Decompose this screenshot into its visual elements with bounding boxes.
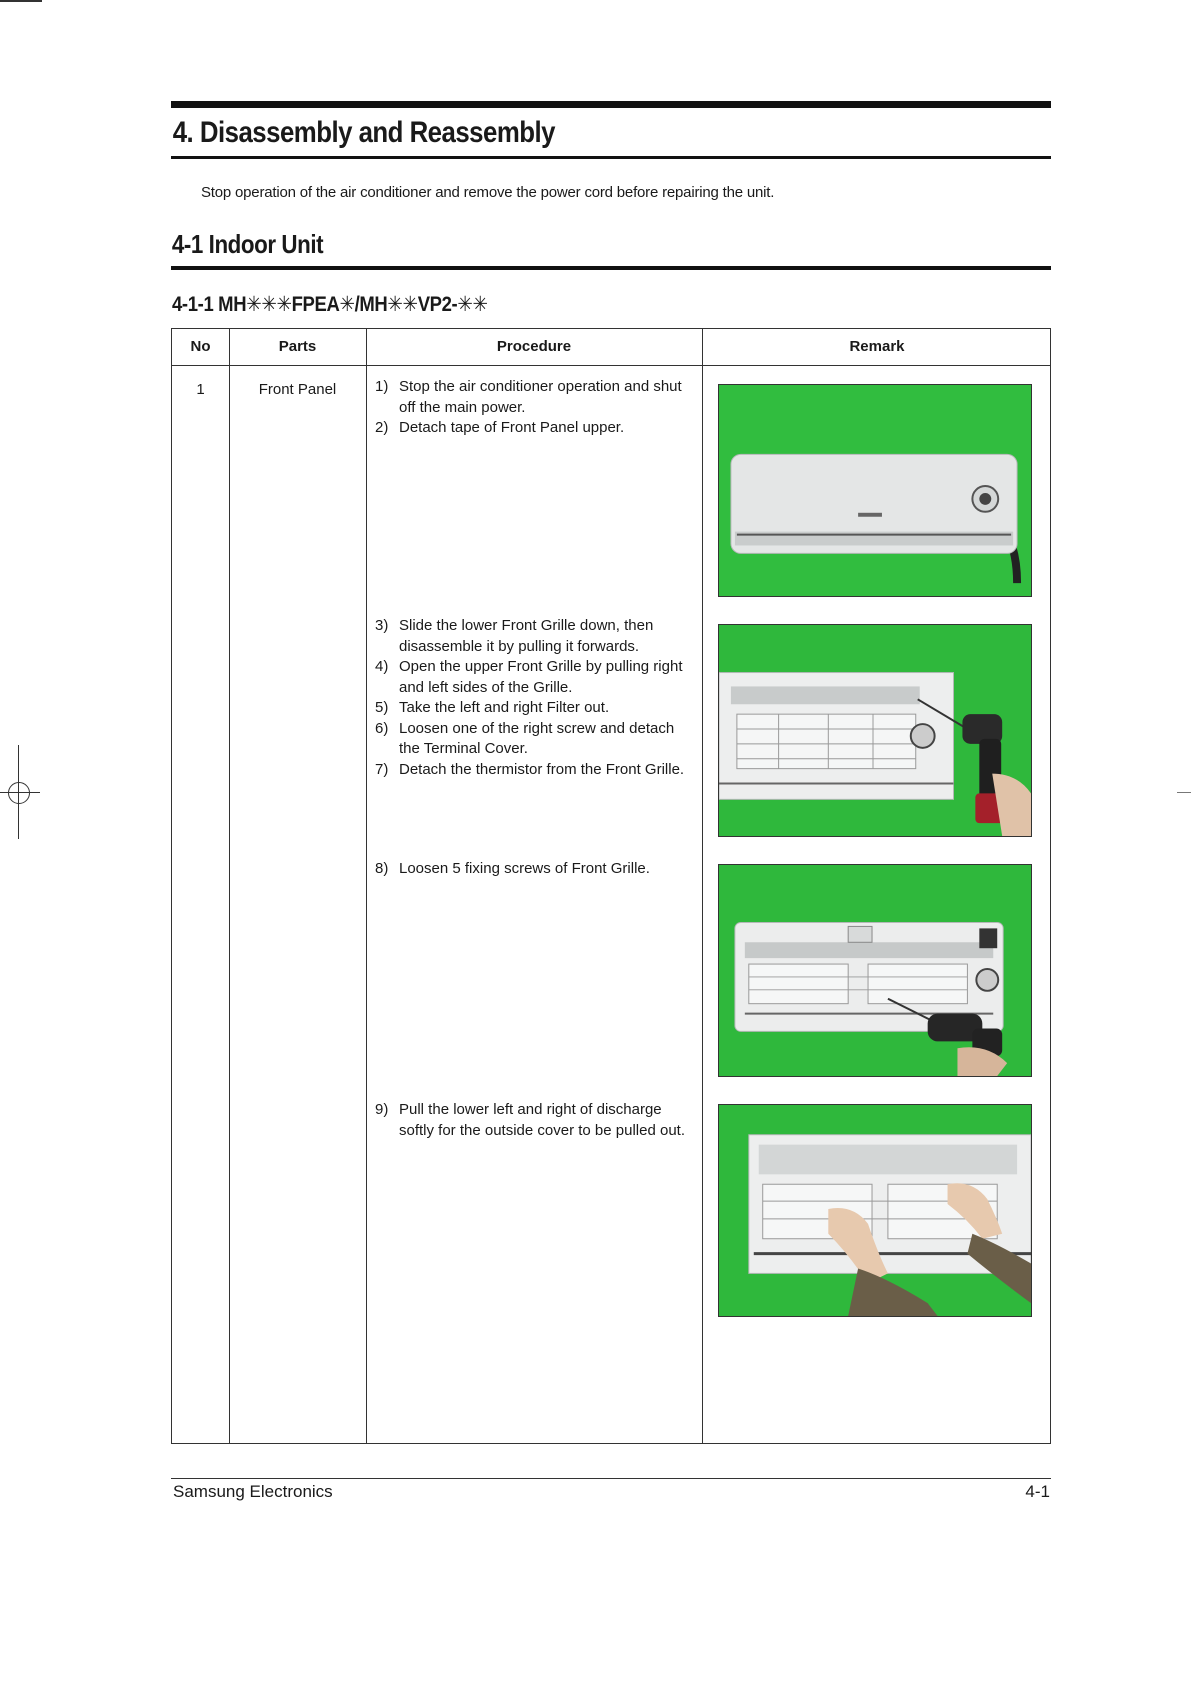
header-no: No: [190, 338, 211, 355]
step-item: 3) Slide the lower Front Grille down, then disassemble it by pulling it forwards.: [375, 617, 654, 655]
step-item: 9) Pull the lower left and right of discharge softly for the outside cover to be pulled out.: [375, 1101, 686, 1139]
title-bottom-rule: [171, 156, 1051, 159]
column-divider: [702, 329, 703, 1443]
registration-mark: [0, 745, 40, 839]
subsection-title: 4-1-1 MH✳✳✳FPEA✳/MH✳✳VP2-✳✳: [172, 293, 488, 316]
photo-indoor-unit-closed: [718, 384, 1032, 597]
section-title: 4-1 Indoor Unit: [171, 229, 324, 259]
page-number: 4-1: [1025, 1482, 1050, 1501]
step-item: 5) Take the left and right Filter out.: [375, 699, 610, 716]
step-item: 4) Open the upper Front Grille by pulling right and left sides of the Grille.: [375, 658, 683, 696]
intro-text: Stop operation of the air conditioner and remove the power cord before repairing the unit.: [201, 184, 775, 201]
step-item: 1) Stop the air conditioner operation and shut off the main power.: [375, 378, 682, 416]
column-divider: [366, 329, 367, 1443]
step-group-4: [375, 1100, 690, 1141]
step-item: 6) Loosen one of the right screw and detach the Terminal Cover.: [375, 719, 675, 757]
row-number: 1: [196, 381, 205, 398]
step-group-1: [375, 377, 690, 439]
part-name: Front Panel: [258, 381, 337, 398]
step-group-2: [375, 616, 690, 780]
page-header: [171, 101, 1051, 317]
photo-front-grille-open: [718, 624, 1032, 837]
footer-rule: [171, 1478, 1051, 1479]
step-item: 8) Loosen 5 fixing screws of Front Grille.: [375, 860, 650, 877]
step-group-3: [375, 859, 690, 880]
header-parts: Parts: [278, 338, 317, 355]
header-remark: Remark: [849, 338, 905, 355]
section-rule: [171, 266, 1051, 270]
footer-company: Samsung Electronics: [173, 1482, 333, 1501]
procedure-table: [171, 328, 1051, 1444]
step-item: 7) Detach the thermistor from the Front Grille.: [375, 760, 685, 778]
page-title: 4. Disassembly and Reassembly: [172, 116, 556, 149]
registration-tick: [1177, 792, 1191, 793]
column-divider: [229, 329, 230, 1443]
step-item: 2) Detach tape of Front Panel upper.: [375, 419, 625, 436]
crop-mark: [0, 0, 42, 2]
header-procedure: Procedure: [496, 338, 572, 355]
header-divider: [172, 365, 1050, 366]
photo-front-grille-screws: [718, 864, 1032, 1077]
title-top-rule: [171, 101, 1051, 108]
photo-outside-cover-pull: [718, 1104, 1032, 1317]
